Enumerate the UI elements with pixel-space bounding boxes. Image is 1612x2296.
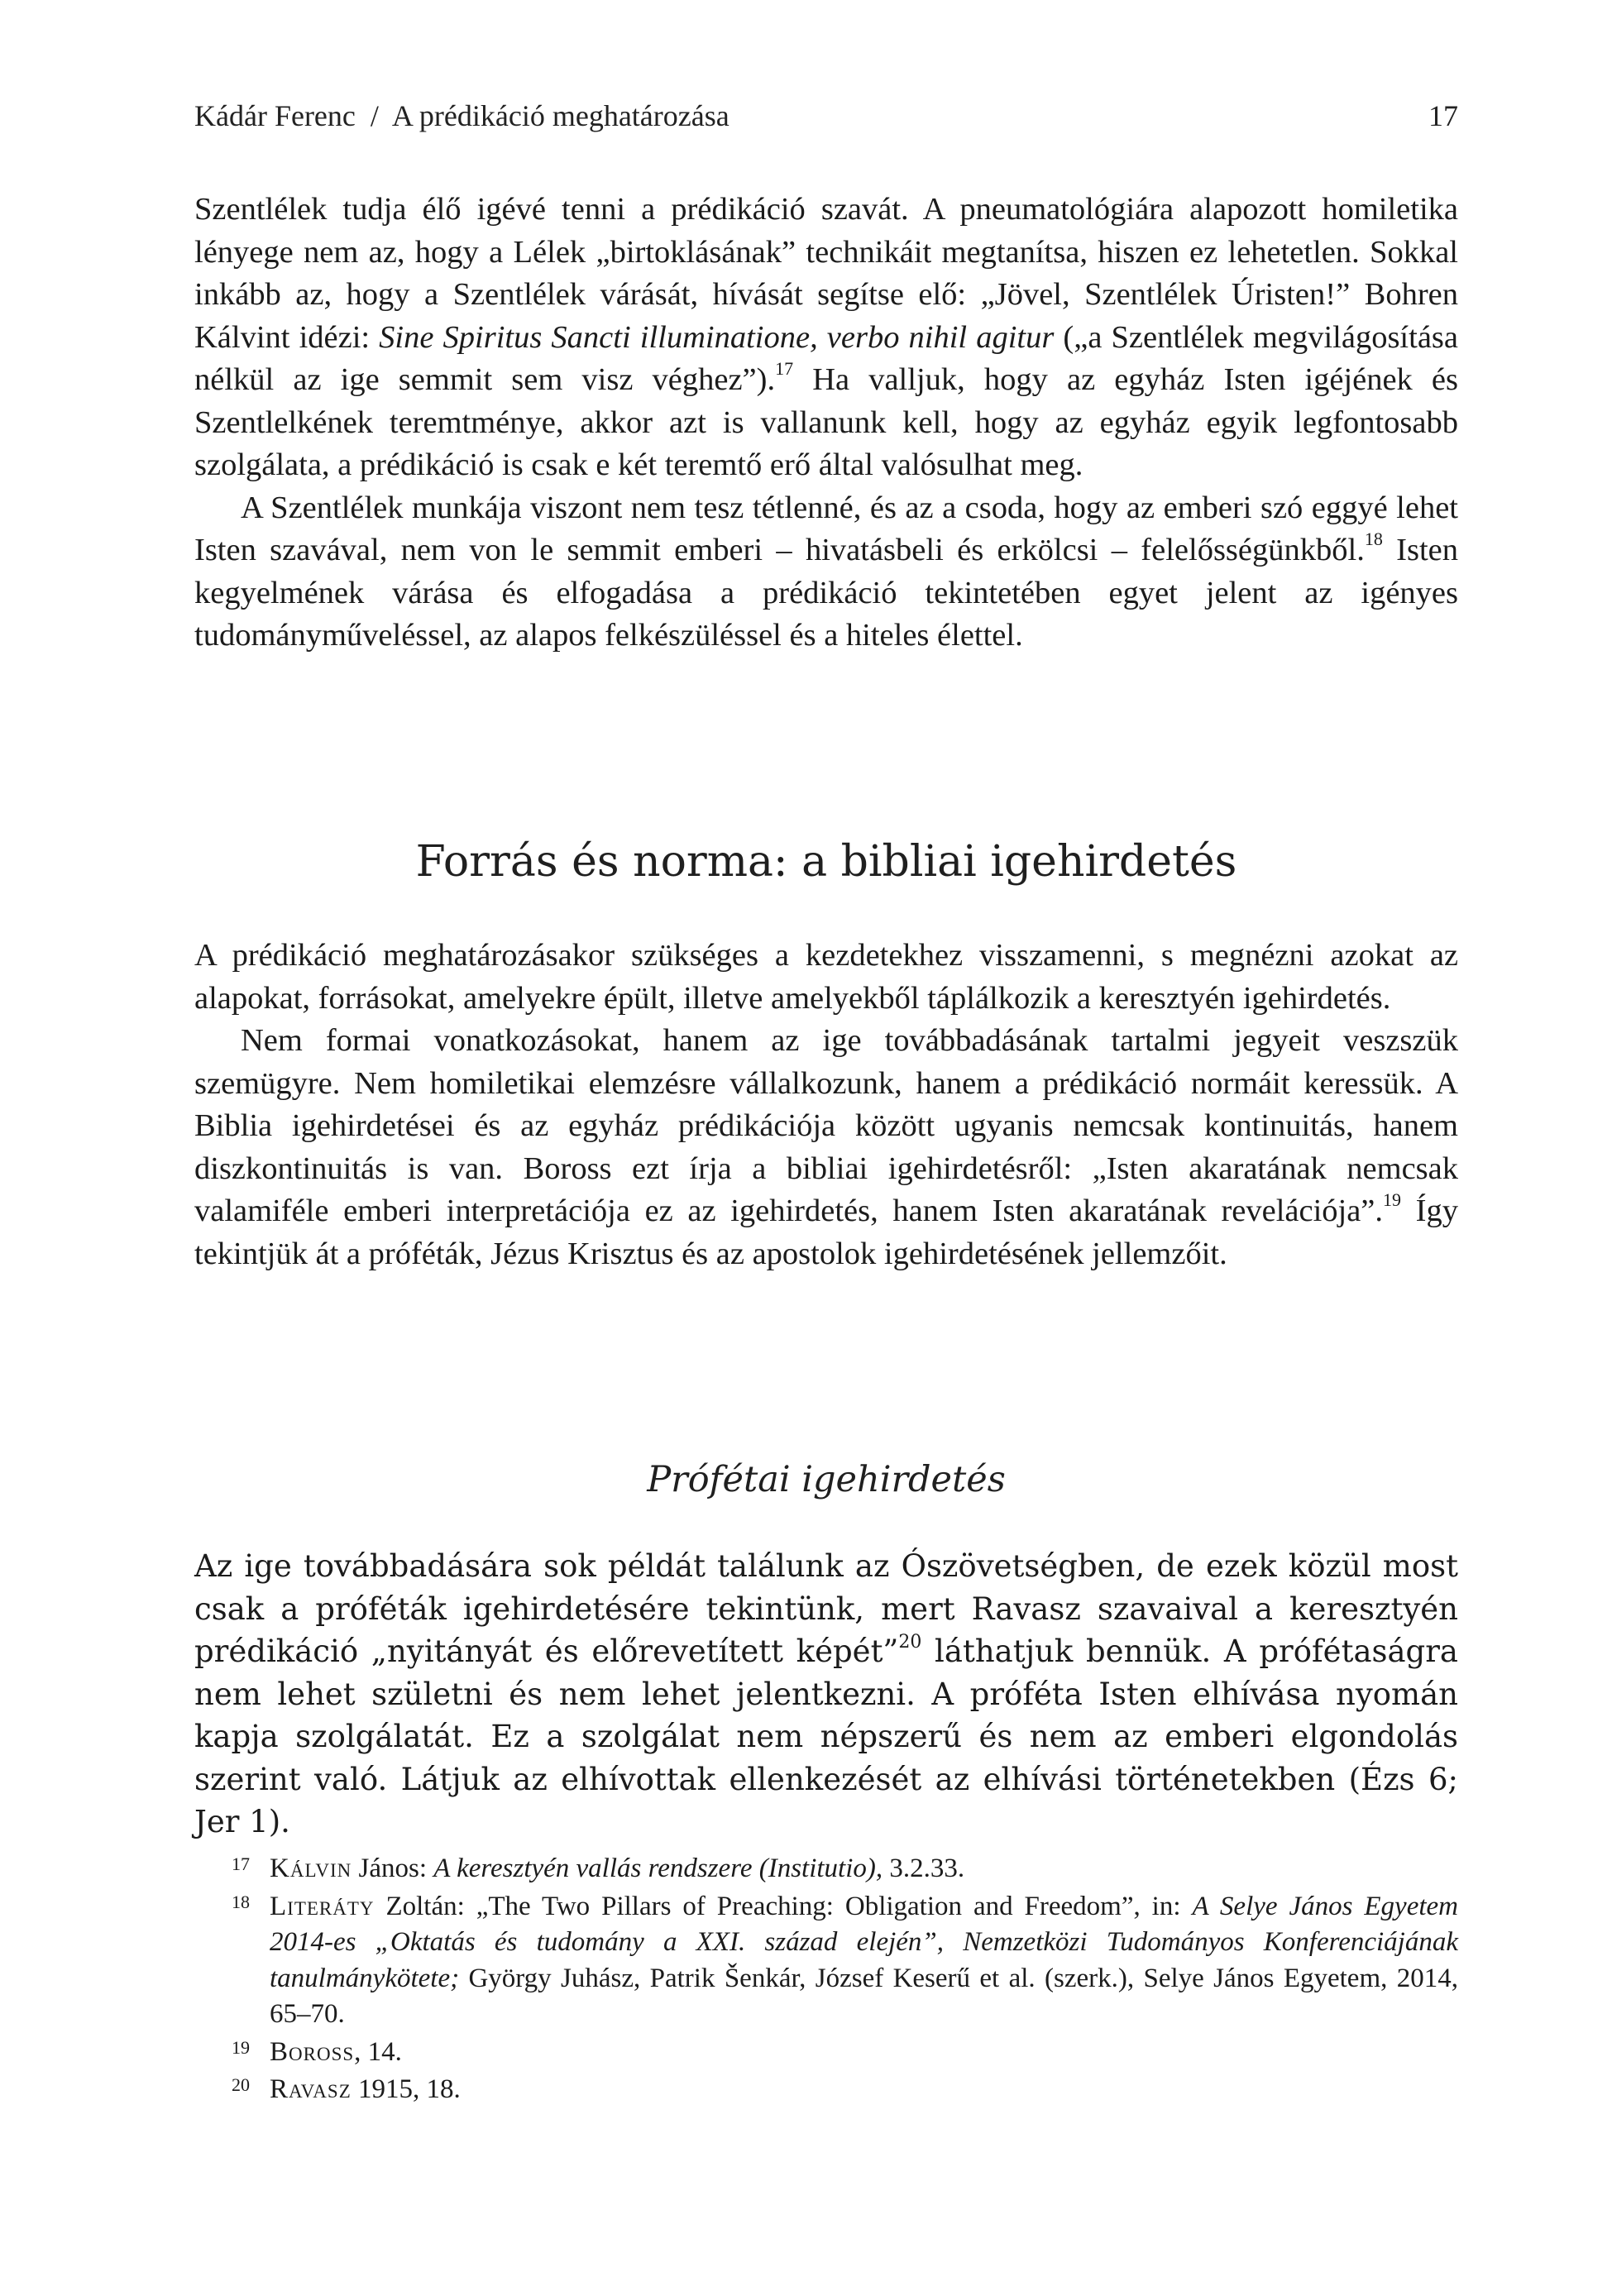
footnote-number: 18 xyxy=(232,1891,250,1912)
paragraph-text: láthatjuk bennük. A prófétaságra nem lehet születni és nem lehet jelentkezni. A próféta Isten elhívása nyomán kapja szolgálatát. Ez a szolgálat nem népszerű és nem az emberi elgondolás szerint való. Látjuk az elhívottak ellenkezését az elhívási történetekben (Ézs 6; Jer 1). xyxy=(194,1634,1458,1839)
paragraph xyxy=(194,1020,1458,1275)
footnote-20 xyxy=(232,2072,1458,2108)
paragraph-text: („a Szentlélek megvilágosítása nélkül az ige semmit sem visz véghez”). xyxy=(194,319,1458,397)
footnote-author: Boross xyxy=(270,2036,355,2067)
footnote-ref-19[interactable]: 19 xyxy=(1383,1189,1402,1211)
paragraph-text: Az ige továbbadására sok példát találunk az Ószövetségben, de ezek közül most csak a próféták igehirdetésére tekintünk, mert Ravasz szavaival a keresztyén prédikáció „nyitányát és előrevetített képét” xyxy=(194,1548,1458,1669)
paragraph xyxy=(194,1545,1458,1844)
latin-quote: Sine Spiritus Sancti illuminatione, verbo nihil agitur xyxy=(379,319,1055,355)
paragraph-text: Szentlélek tudja élő igévé tenni a prédikáció szavát. A pneumatológiára alapozott homiletika lényege nem az, hogy a Lélek „birtoklásának” technikáit megtanítsa, hiszen ez lehetetlen. Sokkal inkább az, hogy a Szentlélek várását, hívását segítse elő: „Jövel, Szentlélek Úristen!” Bohren Kálvint idézi: xyxy=(194,192,1458,355)
running-title: Kádár Ferenc / A prédikáció meghatározása xyxy=(194,99,729,132)
paragraph xyxy=(194,487,1458,658)
footnote-author: Ravasz xyxy=(270,2074,352,2104)
paragraph-text: Így tekintjük át a próféták, Jézus Krisztus és az apostolok igehirdetésének jellemzőit. xyxy=(194,1193,1458,1271)
paragraph-text: Nem formai vonatkozásokat, hanem az ige továbbadásának tartalmi jegyeit veszszük szemügyre. Nem homiletikai elemzésre vállalkozunk, hanem a prédikáció normáit keressük. A Biblia igehirdetései és az egyház prédikációja között ugyanis nemcsak kontinuitás, hanem diszkontinuitás is van. Boross ezt írja a bibliai igehirdetésről: „Isten akaratának nemcsak valamiféle emberi interpretációja ez az igehirdetés, hanem Isten akaratának revelációja”. xyxy=(194,1023,1458,1228)
subsection-heading: Prófétai igehirdetés xyxy=(647,1459,1006,1500)
page-number: 17 xyxy=(1428,99,1458,132)
footnotes xyxy=(232,1851,1458,2110)
footnote-title: A Selye János Egyetem 2014-es „Oktatás és tudomány a XXI. század elején”, Nemzetközi Tudományos Konferenciájának tanulmánykötete; xyxy=(270,1891,1458,1993)
footnote-text: György Juhász, Patrik Šenkár, József Keserű et al. (szerk.), Selye János Egyetem, 2014, 65–70. xyxy=(270,1963,1458,2029)
paragraph: A prédikáció meghatározásakor szükséges a kezdetekhez visszamenni, s megnézni azokat az alapokat, forrásokat, amelyekre épült, illetve amelyekből táplálkozik a keresztyén igehirdetés. xyxy=(194,938,1458,1016)
paragraph-text: A Szentlélek munkája viszont nem tesz tétlenné, és az a csoda, hogy az emberi szó eggyé lehet Isten szavával, nem von le semmit emberi – hivatásbeli és erkölcsi – felelősségünkből. xyxy=(194,490,1458,567)
footnote-ref-20[interactable]: 20 xyxy=(898,1631,922,1653)
footnote-18 xyxy=(232,1889,1458,2033)
footnote-ref-17[interactable]: 17 xyxy=(775,358,794,380)
body-section-1 xyxy=(194,189,1458,658)
footnote-17 xyxy=(232,1851,1458,1887)
section-heading: Forrás és norma: a bibliai igehirdetés xyxy=(415,837,1237,887)
footnote-number: 19 xyxy=(232,2036,250,2058)
footnote-text: Zoltán: „The Two Pillars of Preaching: Obligation and Freedom”, in: xyxy=(374,1891,1193,1921)
footnote-number: 17 xyxy=(232,1854,250,1874)
footnote-title: A keresztyén vallás rendszere (Institutio), xyxy=(433,1854,883,1883)
footnote-author: Literáty xyxy=(270,1891,375,1921)
paragraph-text: Isten kegyelmének várása és elfogadása a prédikáció tekintetében egyet jelent az igényes tudományműveléssel, az alapos felkészüléssel és a hiteles élettel. xyxy=(194,533,1459,653)
paragraph-text: Ha valljuk, hogy az egyház Isten igéjének és Szentlelkének teremtménye, akkor azt is vallanunk kell, hogy az egyház egyik legfontosabb szolgálata, a prédikáció is csak e két teremtő erő által valósulhat meg. xyxy=(194,362,1458,482)
footnote-text: 3.2.33. xyxy=(883,1854,965,1883)
footnote-ref-18[interactable]: 18 xyxy=(1364,529,1383,550)
body-section-2 xyxy=(194,935,1458,1275)
running-header xyxy=(194,98,1458,134)
body-section-3 xyxy=(194,1545,1458,1844)
footnote-text: , 14. xyxy=(354,2036,402,2067)
footnote-number: 20 xyxy=(232,2074,250,2095)
footnote-text: János: xyxy=(352,1854,434,1883)
footnote-author: Kálvin xyxy=(270,1854,352,1883)
footnote-text: 1915, 18. xyxy=(351,2074,461,2104)
paragraph xyxy=(194,189,1458,487)
footnote-19 xyxy=(232,2035,1458,2071)
